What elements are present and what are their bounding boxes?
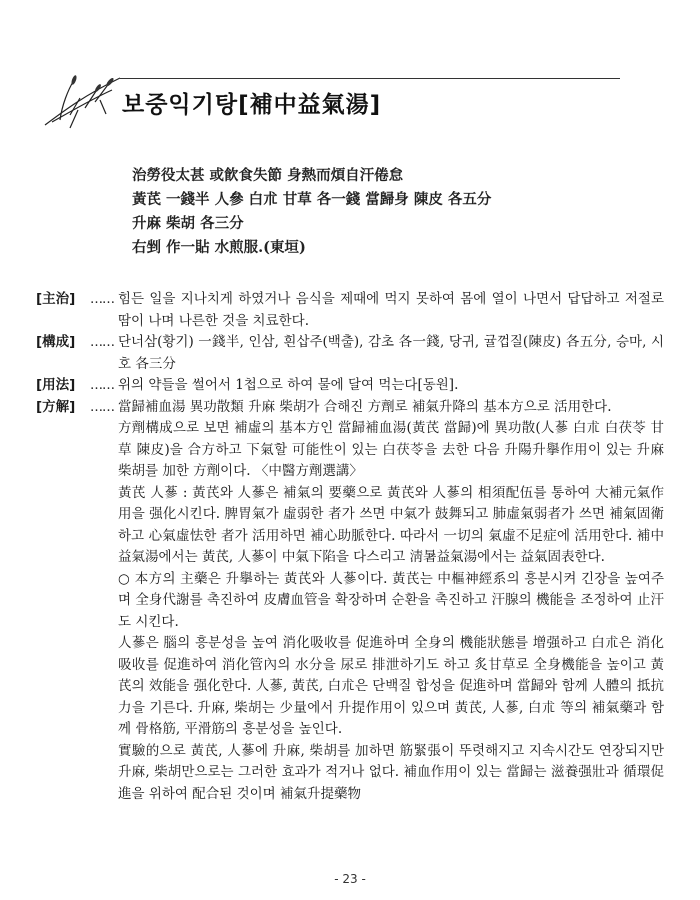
section-paragraph: 힘든 일을 지나치게 하였거나 음식을 제때에 먹지 못하여 몸에 열이 나면서 답답하고 저절로 땀이 나며 나른한 것을 치료한다. — [118, 291, 664, 329]
prescription-line: 右剉 作一貼 水煎服.(東垣) — [132, 239, 306, 256]
page-number: - 23 - — [334, 872, 366, 886]
prescription-block — [132, 164, 652, 260]
section-label: [構成] — [36, 334, 76, 350]
section-paragraph: 實驗的으로 黃芪, 人蔘에 升麻, 柴胡를 加하면 筋緊張이 뚜렷해지고 지속시간도 연장되지만 升麻, 柴胡만으로는 그러한 효과가 적거나 없다. 補血作用이 있는 當歸는 滋養强壯과 循環促進을 위하여 配合된 것이며 補氣升提藥物 — [118, 742, 664, 802]
section-body — [118, 397, 664, 806]
reed-ornament-icon — [40, 70, 130, 130]
section-composition — [36, 332, 664, 375]
section-paragraph: 人蔘은 腦의 흥분성을 높여 消化吸收를 促進하며 全身의 機能狀態를 增强하고 白朮은 消化吸收를 促進하여 消化管內의 水分을 尿로 排泄하기도 하고 炙甘草로 全身機能을 높이고 黃芪의 效能을 强化한다. 人蔘, 黃芪, 白朮은 단백질 합성을 促進하며 當歸와 함께 人體의 抵抗力을 기른다. 升麻, 柴胡는 少量에서 升提作用이 있으며 黃芪, 人蔘, 白朮 等의 補氣藥과 함께 骨格筋, 平滑筋의 흥분성을 높인다. — [118, 635, 664, 737]
commentary-sections — [36, 289, 664, 805]
section-body — [118, 332, 664, 375]
prescription-line: 升麻 柴胡 各三分 — [132, 215, 244, 232]
section-explanation — [36, 397, 664, 806]
leader-dots: …… — [90, 335, 114, 350]
leader-dots: …… — [90, 399, 114, 415]
leader-dots: …… — [90, 292, 114, 307]
page-title: 보중익기탕[補中益氣湯] — [122, 92, 382, 118]
section-label: [主治] — [36, 291, 76, 307]
section-body — [118, 289, 664, 332]
section-paragraph: 위의 약들을 썰어서 1첩으로 하여 물에 달여 먹는다[동원]. — [118, 377, 459, 393]
section-paragraph: 方劑構成으로 보면 補虛의 基本方인 當歸補血湯(黃芪 當歸)에 異功散(人蔘 白朮 白茯苓 甘草 陳皮)을 合方하고 下氣할 可能性이 있는 白茯苓을 去한 다음 升陽升擧作用이 있는 升麻 柴胡를 加한 方劑이다. 〈中醫方劑選講〉 — [118, 420, 664, 479]
section-paragraph: 黃芪 人蔘 : 黃芪와 人蔘은 補氣의 要藥으로 黃芪와 人蔘의 相須配伍를 통하여 大補元氣作用을 强化시킨다. 脾胃氣가 虛弱한 者가 쓰면 中氣가 鼓舞되고 肺虛氣弱者가 쓰면 補氣固衛하고 心氣虛怯한 者가 活用하면 補心助脈한다. 따라서 一切의 氣虛不足症에 活用한다. 補中益氣湯에서는 黃芪, 人蔘이 中氣下陷을 다스리고 淸暑益氣湯에서는 益氣固表한다. — [118, 484, 664, 565]
section-paragraph: ○ 本方의 主藥은 升擧하는 黃芪와 人蔘이다. 黃芪는 中樞神經系의 흥분시켜 긴장을 높여주며 全身代謝를 촉진하여 皮膚血管을 확장하며 순환을 촉진하고 汗腺의 機能을 조정하여 止汗도 시킨다. — [118, 570, 664, 630]
leader-dots: …… — [90, 378, 114, 393]
section-label: [方解] — [36, 398, 76, 415]
prescription-line: 治勞役太甚 或飮食失節 身熱而煩自汗倦怠 — [132, 167, 404, 184]
section-paragraph: 단너삼(황기) 一錢半, 인삼, 흰삽주(백출), 감초 各一錢, 당귀, 귤껍질(陳皮) 各五分, 승마, 시호 各三分 — [118, 334, 664, 372]
section-body — [118, 375, 664, 397]
section-paragraph: 當歸補血湯 異功散類 升麻 柴胡가 合해진 方劑로 補氣升降의 基本方으로 活用한다. — [118, 398, 612, 415]
section-indications — [36, 289, 664, 332]
section-usage — [36, 375, 664, 397]
section-label: [用法] — [36, 377, 76, 393]
prescription-line: 黃芪 一錢半 人參 白朮 甘草 各一錢 當歸身 陳皮 各五分 — [132, 191, 492, 208]
header-rule — [120, 78, 620, 79]
